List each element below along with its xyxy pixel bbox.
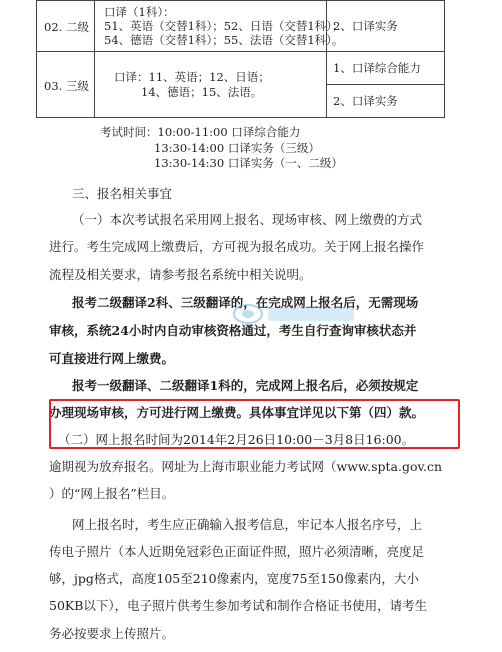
para1-line3: 流程及相关要求，请参考报名系统中相关说明。 [49, 267, 312, 282]
section-heading: 三、报名相关事宜 [72, 186, 173, 201]
row2-subject: 2、口译实务 [333, 19, 398, 33]
exam-time-line3: 13:30-14:30 口译实务（一、二级） [154, 156, 343, 170]
para4-line3: ）的“网上报名”栏目。 [49, 486, 175, 501]
para5-line4: 50KB以下），电子照片供考生参加考试和制作合格证书使用，请考生 [49, 598, 428, 613]
para4-line2: 逾期视为放弃报名。网址为上海市职业能力考试网（www.spta.gov.cn [49, 459, 443, 474]
para5-line5: 务必按要求上传照片。 [49, 626, 175, 641]
row3-languages-line1: 口译：11、英语；12、日语； [114, 70, 270, 84]
watermark-logo [232, 301, 360, 327]
row3-languages-line2: 14、德语；15、法语。 [141, 85, 263, 99]
exam-time-line1: 考试时间：10:00-11:00 口译综合能力 [100, 125, 301, 139]
para2-line3: 可直接进行网上缴费。 [49, 351, 175, 366]
row3-subject-2: 2、口译实务 [333, 94, 398, 108]
para1-line1: （一）本次考试报名采用网上报名、现场审核、网上缴费的方式 [72, 212, 423, 227]
para4-line1: （二）网上报名时间为2014年2月26日10:00－3月8日16:00。 [58, 432, 415, 447]
exam-time-line2: 13:30-14:00 口译实务（三级） [154, 141, 320, 155]
para3-line1: 报考一级翻译、二级翻译1科的，完成网上报名后，必须按规定 [72, 378, 419, 393]
para2-line1: 报考二级翻译2科、三级翻译的，在完成网上报名后，无需现场 [72, 295, 419, 310]
para5-line3: 够，jpg格式，高度105至210像素内，宽度75至150像素内，大小 [49, 571, 419, 586]
para2-line2: 审核，系统24小时内自动审核资格通过，考生自行查询审核状态并 [49, 323, 417, 338]
row2-languages-line3: 54、德语（交替1科）；55、法语（交替1科）。 [104, 33, 344, 47]
exam-level-table [36, 0, 445, 117]
row3-subject-1: 1、口译综合能力 [333, 61, 421, 75]
para3-line2: 办理现场审核，方可进行网上缴费。具体事宜详见以下第（四）款。 [49, 405, 425, 420]
level-02: 02. 二级 [44, 20, 89, 34]
row2-languages-line1: 口译（1科）： [104, 5, 175, 19]
level-03: 03. 三级 [44, 79, 89, 93]
para5-line1: 网上报名时，考生应正确输入报考信息，牢记本人报名序号，上 [72, 517, 423, 532]
row2-languages-line2: 51、英语（交替1科）；52、日语（交替1科）； [104, 19, 344, 33]
para5-line2: 传电子照片（本人近期免冠彩色正面证件照，照片必须清晰，亮度足 [49, 544, 425, 559]
para1-line2: 进行。考生完成网上缴费后，方可视为报名成功。关于网上报名操作 [49, 239, 425, 254]
